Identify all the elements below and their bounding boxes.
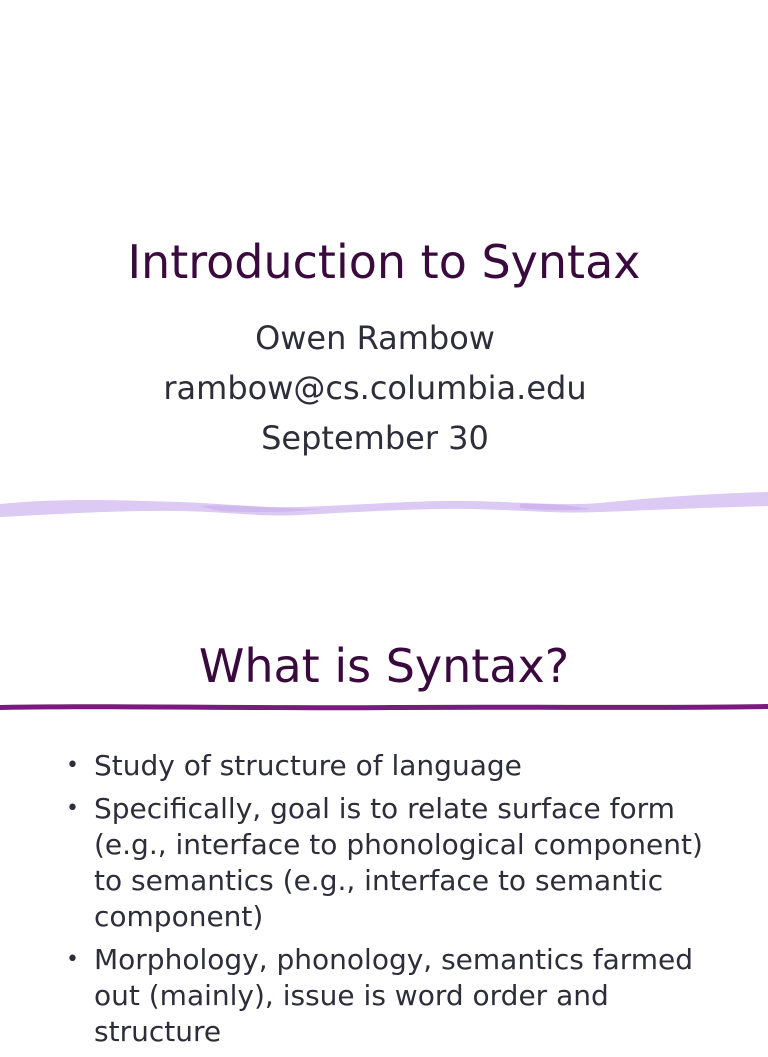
bullet-icon: • [66,947,79,972]
bullet-item [66,791,726,935]
bullet-item [66,748,726,784]
bullet-text: Study of structure of language [94,749,522,782]
brush-stroke-divider [0,482,768,524]
bullet-text: Specifically, goal is to relate surface form (e.g., interface to phonological component) to semantics (e.g., interface to semantic component) [94,792,703,933]
title-underline [0,700,768,716]
bullet-text: Morphology, phonology, semantics farmed out (mainly), issue is word order and structure [94,943,694,1048]
content-slide [0,524,768,1048]
bullet-list [66,748,726,1057]
author-email: rambow@cs.columbia.edu [163,369,587,407]
title-slide [0,0,768,524]
bullet-icon: • [66,753,79,778]
bullet-icon: • [66,796,79,821]
presentation-date: September 30 [261,419,489,457]
author-name: Owen Rambow [255,319,495,357]
slide-title: What is Syntax? [198,639,570,693]
slide-title: Introduction to Syntax [127,235,641,289]
bullet-item [66,942,726,1050]
